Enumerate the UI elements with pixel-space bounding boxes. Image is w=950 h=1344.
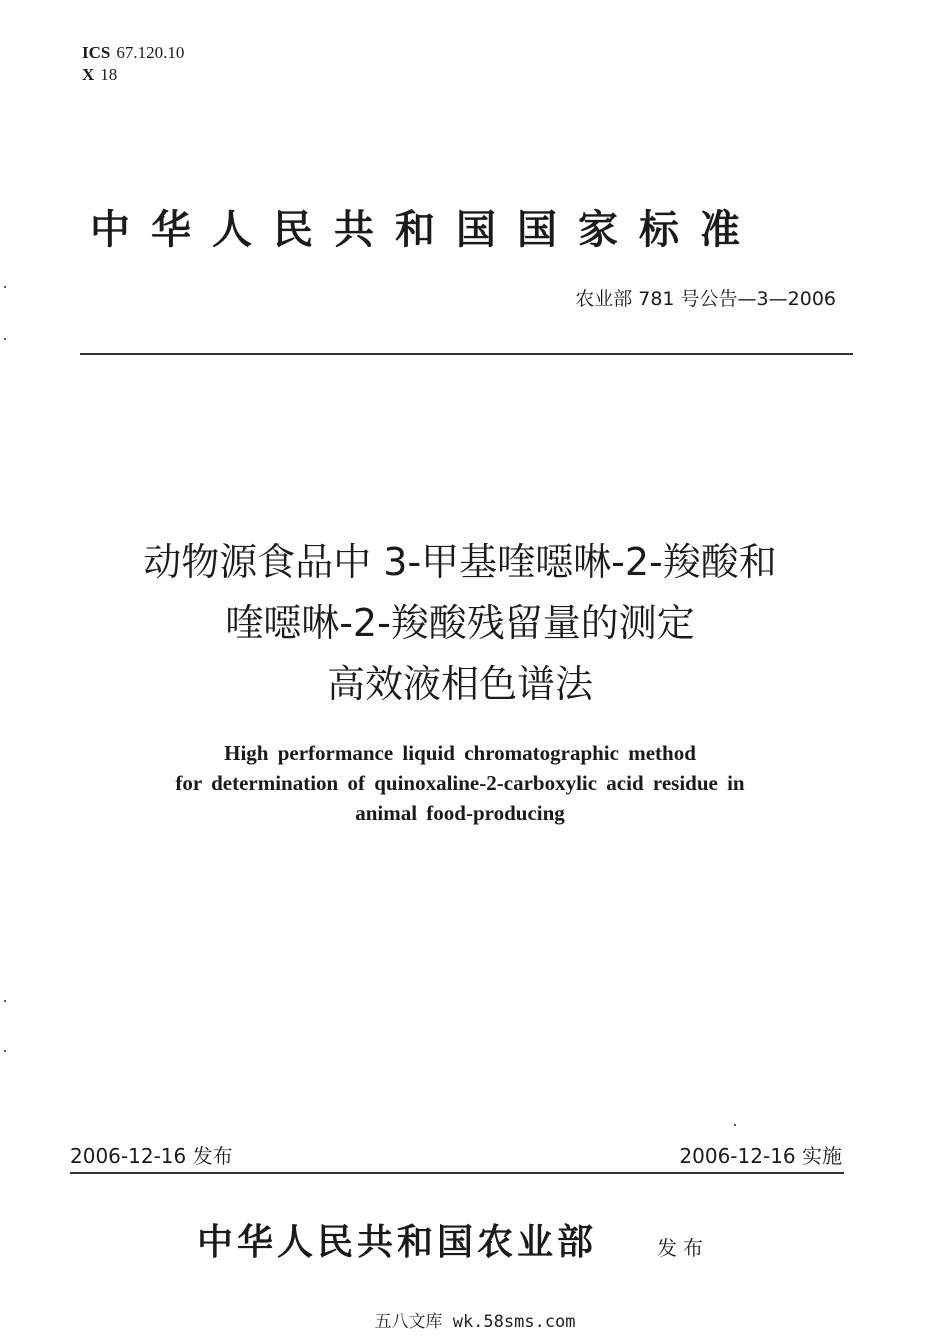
issuer-suffix: 发布 — [657, 1236, 709, 1260]
chinese-title — [0, 532, 920, 715]
chinese-title-line-2: 喹噁啉-2-羧酸残留量的测定 — [225, 601, 695, 645]
ics-line — [82, 42, 184, 64]
bottom-divider — [70, 1172, 844, 1174]
scan-speck — [4, 1050, 6, 1052]
classification-code: 18 — [100, 65, 118, 84]
ics-code: 67.120.10 — [116, 43, 185, 62]
effective-date: 2006-12-16 实施 — [679, 1144, 842, 1168]
classification-label: X — [82, 65, 95, 84]
english-title — [0, 738, 920, 828]
english-title-line-2: for determination of quinoxaline-2-carboxylic acid residue in — [175, 771, 745, 795]
ics-label: ICS — [82, 43, 111, 62]
scan-speck — [4, 338, 6, 340]
scan-speck — [4, 1000, 6, 1002]
ics-block — [82, 42, 184, 86]
classification-line — [82, 64, 184, 86]
english-title-line-1: High performance liquid chromatographic method — [224, 741, 696, 765]
scan-speck — [4, 286, 6, 288]
top-divider — [80, 353, 853, 355]
chinese-title-line-1: 动物源食品中 3-甲基喹噁啉-2-羧酸和 — [143, 540, 777, 584]
release-date: 2006-12-16 发布 — [70, 1144, 233, 1168]
scan-speck — [734, 1124, 736, 1126]
issuer-name: 中华人民共和国农业部 — [197, 1221, 598, 1263]
chinese-title-line-3: 高效液相色谱法 — [326, 662, 593, 706]
standard-number: 农业部 781 号公告—3—2006 — [575, 288, 836, 310]
standard-title: 中华人民共和国国家标准 — [90, 207, 761, 253]
english-title-line-3: animal food-producing — [355, 801, 565, 825]
watermark: 五八文库 wk.58sms.com — [374, 1312, 576, 1332]
